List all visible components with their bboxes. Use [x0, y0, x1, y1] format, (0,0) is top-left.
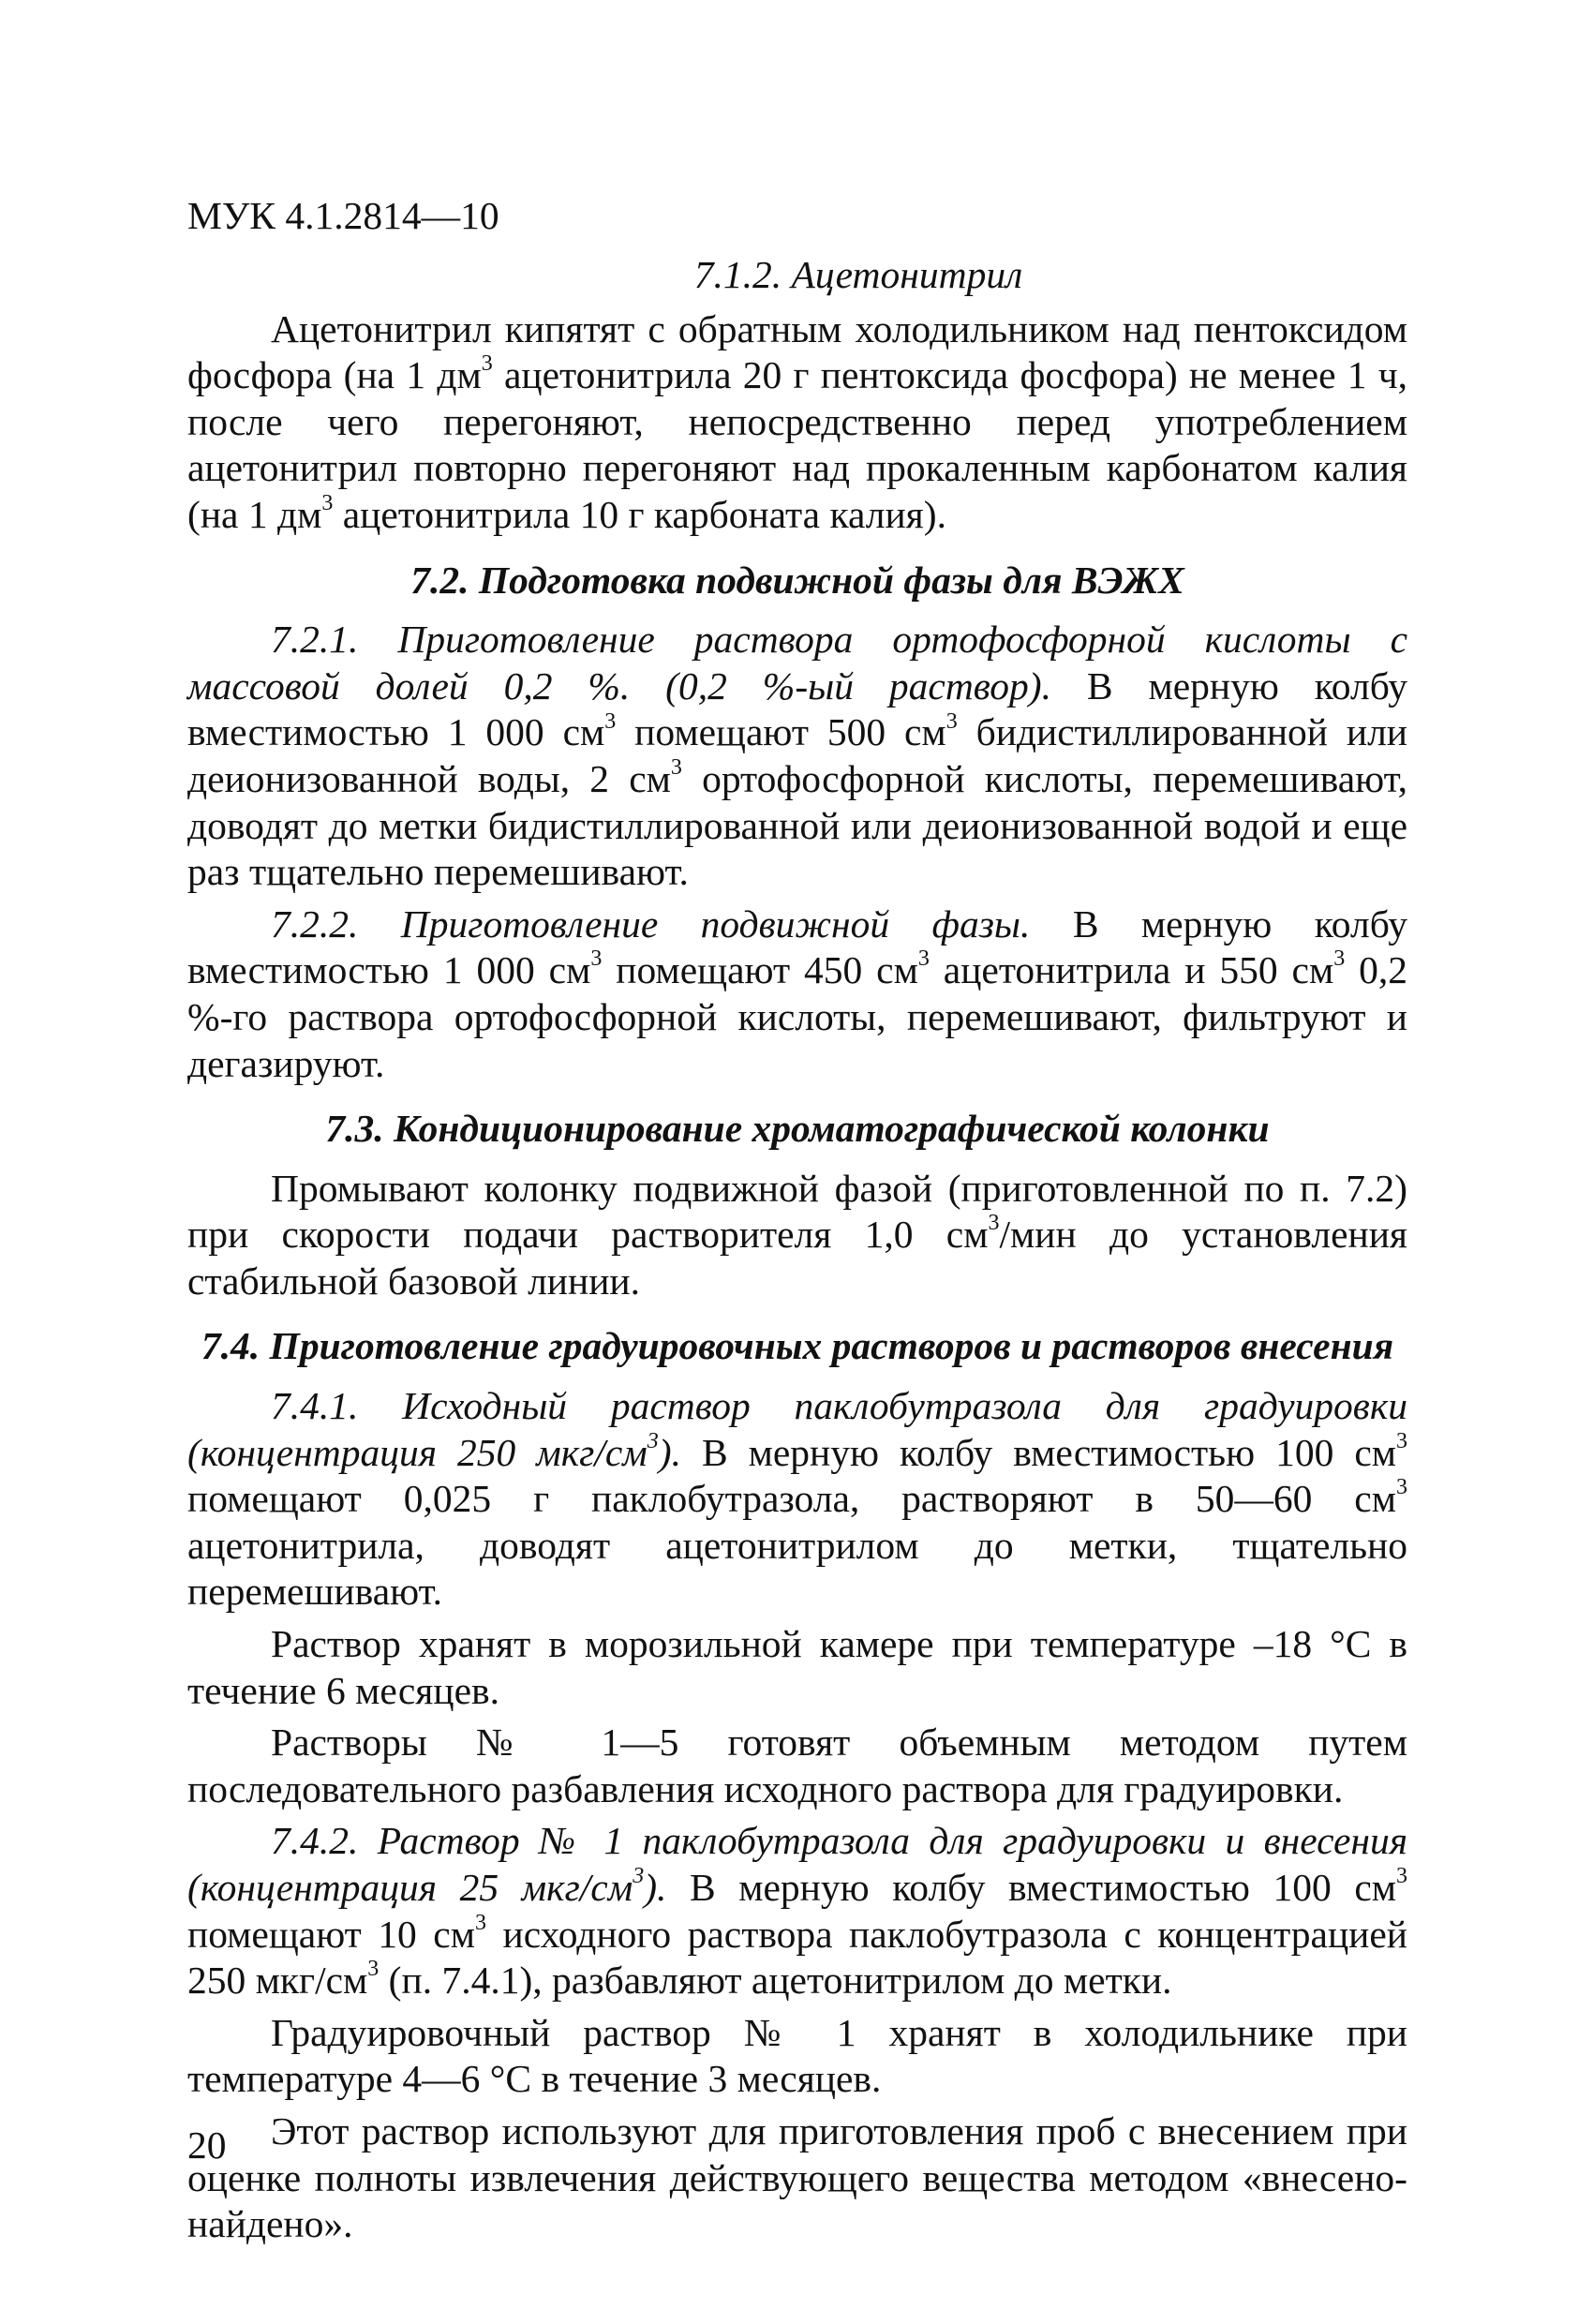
paragraph-column-conditioning [187, 1166, 1407, 1305]
superscript: 3 [475, 1910, 486, 1935]
text-run: Промывают колонку подвижной фазой (приготовленной по п. 7.2) при скорости подачи растворителя 1,0 см [187, 1166, 1407, 1257]
text-run: ацетонитрила 10 г карбоната калия). [333, 492, 946, 536]
superscript: 3 [590, 946, 603, 972]
superscript: 3 [1333, 946, 1346, 972]
superscript: 3 [945, 708, 958, 734]
superscript: 3 [988, 1211, 1000, 1236]
text-run: В мерную колбу вместимостью 100 см [680, 1430, 1396, 1474]
text-run: ацетонитрила, доводят ацетонитрилом до метки, тщательно перемешивают. [187, 1523, 1407, 1614]
superscript: 3 [670, 755, 682, 781]
text-run: помещают 10 см [187, 1912, 475, 1956]
text-run: 7.4.2. Раствор № 1 паклобутразола для градуировки и внесения (концентрация 25 мкг/см [187, 1819, 1407, 1909]
text-run: ацетонитрила и 550 см [929, 948, 1334, 992]
document-code: МУК 4.1.2814—10 [187, 194, 499, 237]
paragraph-solutions: Растворы № 1—5 готовят объемным методом путем последовательного разбавления исходного раствора для градуировки. [187, 1721, 1407, 1810]
text-run: В мерную колбу вместимостью 1 000 см [187, 901, 1407, 992]
text-run: Ацетонитрил кипятят с обратным холодильником над пентоксидом фосфора (на 1 дм [187, 306, 1407, 397]
text-run: бидистиллированной или деионизованной воды, 2 см [187, 710, 1408, 800]
superscript: 3 [481, 351, 493, 377]
text-run: ацетонитрила 20 г пентоксида фосфора) не менее 1 ч, после чего перегоняют, непосредственно перед употреблением ацетонитрил повторно перегоняют над прокаленным карбонатом калия (на 1 дм [187, 353, 1407, 536]
superscript: 3 [633, 1864, 645, 1889]
text-run: (п. 7.4.1), разбавляют ацетонитрилом до метки. [379, 1959, 1172, 2003]
paragraph-7-2-2 [187, 901, 1407, 1087]
superscript: 3 [1396, 1475, 1407, 1500]
superscript: 3 [917, 946, 930, 972]
text-run: В мерную колбу вместимостью 100 см [666, 1866, 1396, 1909]
subsection-title-7-1-2: 7.1.2. Ацетонитрил [693, 253, 1023, 296]
text-run: помещают 500 см [616, 710, 946, 754]
text-run: В мерную колбу вместимостью 1 000 см [187, 663, 1408, 754]
text-run: помещают 0,025 г паклобутразола, растворяют в 50—60 см [187, 1477, 1396, 1521]
text-run: исходного раствора паклобутразола с концентрацией 250 мкг/см [187, 1912, 1407, 2003]
paragraph-7-4-1 [187, 1383, 1407, 1616]
section-title-7-4: 7.4. Приготовление градуировочных растворов и растворов внесения [201, 1324, 1394, 1368]
text-run: ). [658, 1430, 681, 1474]
text-run: помещают 450 см [602, 948, 918, 992]
superscript: 3 [367, 1957, 380, 1982]
page-number: 20 [187, 2123, 227, 2167]
text-run: /мин до установления стабильной базовой линии. [187, 1213, 1407, 1303]
superscript: 3 [321, 491, 334, 516]
superscript: 3 [1396, 1864, 1407, 1889]
text-run: 7.4.1. Исходный раствор паклобутразола для градуировки (концентрация 250 мкг/см [187, 1384, 1407, 1474]
text-run: ). [644, 1866, 667, 1909]
paragraph-7-2-1 [187, 617, 1407, 896]
paragraph-grad-storage: Градуировочный раствор № 1 хранят в холодильнике при температуре 4—6 °С в течение 3 месяцев. [187, 2010, 1407, 2101]
paragraph-7-4-2 [187, 1818, 1407, 2004]
paragraph-acetonitrile [187, 306, 1407, 539]
superscript: 3 [647, 1428, 659, 1453]
paragraph-lead: 7.2.2. Приготовление подвижной фазы. [271, 901, 1031, 946]
paragraph-storage: Раствор хранят в морозильной камере при температуре –18 °С в течение 6 месяцев. [187, 1622, 1407, 1712]
superscript: 3 [1396, 1428, 1407, 1453]
text-run: ортофосфорной кислоты, перемешивают, доводят до метки бидистиллированной или деионизованной водой и еще раз тщательно перемешивают. [187, 756, 1407, 894]
text-run: 0,2 %-го раствора ортофосфорной кислоты, перемешивают, фильтруют и дегазируют. [187, 948, 1408, 1085]
section-title-7-2: 7.2. Подготовка подвижной фазы для ВЭЖХ [410, 558, 1184, 602]
superscript: 3 [604, 708, 617, 734]
paragraph-lead: 7.2.1. Приготовление раствора ортофосфорной кислоты с массовой долей 0,2 %. (0,2 %-ый раствор). [187, 618, 1407, 708]
document-page [187, 192, 1407, 2254]
section-title-7-3: 7.3. Кондиционирование хроматографической колонки [325, 1107, 1270, 1151]
paragraph-usage: Этот раствор используют для приготовления проб с внесением при оценке полноты извлечения действующего вещества методом «внесено-найдено». [187, 2108, 1407, 2246]
